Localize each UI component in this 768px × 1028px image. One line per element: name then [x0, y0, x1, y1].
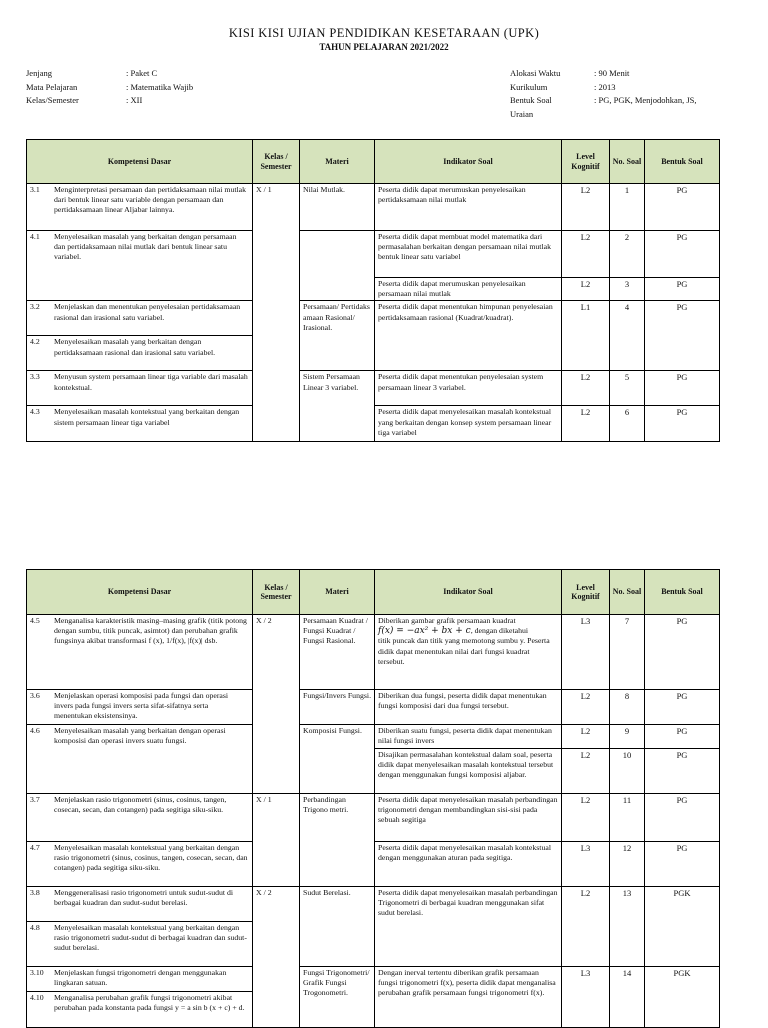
materi-cell: Sudut Berelasi.	[300, 887, 375, 967]
no-cell: 13	[610, 887, 645, 967]
info-value: : Paket C	[126, 68, 158, 78]
table-row	[27, 794, 720, 842]
level-cell: L2	[562, 690, 610, 725]
materi-cell: Komposisi Fungsi.	[300, 725, 375, 794]
header-level-kognitif: Level Kognitif	[562, 140, 610, 184]
no-cell: 3	[610, 278, 645, 301]
document-title: KISI KISI UJIAN PENDIDIKAN KESETARAAN (UPK)	[228, 26, 540, 40]
bentuk-cell: PG	[645, 406, 720, 442]
kd-cell: 4.10 Menganalisa perubahan grafik fungsi trigonometri akibat perubahan pada konstanta pada fungsi y = a sin b (x + c) + d.	[27, 992, 253, 1028]
kisi-table-2	[26, 569, 720, 1028]
info-value: : 90 Menit	[594, 68, 630, 78]
info-label: Mata Pelajaran	[26, 81, 78, 92]
header-kompetensi-dasar: Kompetensi Dasar	[27, 570, 253, 615]
kd-cell: 3.2 Menjelaskan dan menentukan penyelesaian pertidaksamaan rasional dan irasional satu variabel.	[27, 301, 253, 336]
table-row	[27, 967, 720, 992]
info-value: : Matematika Wajib	[126, 81, 194, 92]
indikator-cell: Diberikan dua fungsi, peserta didik dapat menentukan fungsi komposisi dari dua fungsi tersebut.	[375, 690, 562, 725]
table-row	[27, 887, 720, 922]
level-cell: L2	[562, 725, 610, 749]
materi-cell	[300, 231, 375, 301]
table-row	[27, 690, 720, 725]
info-label: Kelas/Semester	[26, 95, 79, 105]
kd-cell: 3.7 Menjelaskan rasio trigonometri (sinus, cosinus, tangen, cosecan, secan, dan cotangen) pada segitiga siku-siku.	[27, 794, 253, 842]
header-indikator-soal: Indikator Soal	[375, 570, 562, 615]
bentuk-cell: PGK	[645, 887, 720, 967]
bentuk-cell: PG	[645, 615, 720, 690]
bentuk-cell: PG	[645, 749, 720, 794]
bentuk-cell: PG	[645, 184, 720, 231]
kelas-cell: X / 2	[253, 887, 300, 1028]
no-cell: 14	[610, 967, 645, 1028]
level-cell: L2	[562, 278, 610, 301]
bentuk-cell: PGK	[645, 967, 720, 1028]
kisi-table-1	[26, 139, 720, 442]
quadratic-formula: f(x) = −ax² + bx + c	[378, 626, 471, 637]
info-value: : XII	[126, 95, 143, 105]
level-cell: L3	[562, 615, 610, 690]
kelas-cell: X / 1	[253, 184, 300, 442]
header-bentuk-soal: Bentuk Soal	[645, 140, 720, 184]
materi-cell: Perbandingan Trigono metri.	[300, 794, 375, 887]
info-label: Alokasi Waktu	[510, 68, 561, 78]
header-kelas-semester: Kelas / Semester	[253, 140, 300, 184]
table-row	[27, 725, 720, 749]
kd-cell: 3.10 Menjelaskan fungsi trigonometri dengan menggunakan lingkaran satuan.	[27, 967, 253, 992]
level-cell: L2	[562, 371, 610, 406]
indikator-cell: Peserta didik dapat menyelesaikan masalah kontekstual yang berkaitan dengan konsep system persamaan linear tiga variabel	[375, 406, 562, 442]
indikator-cell: Peserta didik dapat menyelesaikan masalah perbandingan Trigonometri di berbagai kuadran menggunakan sifat sudut berelasi.	[375, 887, 562, 967]
indikator-cell: Peserta didik dapat menyelesaikan masalah perbandingan trigonometri dengan membandingkan sisi-sisi pada sebuah segitiga	[375, 794, 562, 842]
indikator-cell: Peserta didik dapat merumuskan penyelesaikan pertidaksamaan nilai mutlak	[375, 184, 562, 231]
info-label: Uraian	[510, 108, 534, 119]
materi-cell: Persamaan/ Pertidaks amaan Rasional/ Irasional.	[300, 301, 375, 371]
no-cell: 11	[610, 794, 645, 842]
kelas-cell: X / 1	[253, 794, 300, 887]
kelas-cell: X / 2	[253, 615, 300, 794]
materi-cell: Persamaan Kuadrat / Fungsi Kuadrat / Fungsi Rasional.	[300, 615, 375, 690]
no-cell: 12	[610, 842, 645, 887]
indikator-cell: Diberikan gambar grafik persamaan kuadrat f(x) = −ax² + bx + c, dengan diketahui titik puncak dan titik yang memotong sumbu y. Peserta didik dapat menentukan nilai dari fungsi kuadrat tersebut.	[375, 615, 562, 690]
indikator-cell: Peserta didik dapat membuat model matematika dari permasalahan berkaitan dengan persamaan nilai mutlak bentuk linear satu variabel	[375, 231, 562, 278]
no-cell: 10	[610, 749, 645, 794]
level-cell: L2	[562, 887, 610, 967]
table-row	[27, 231, 720, 278]
level-cell: L2	[562, 184, 610, 231]
header-level-kognitif: Level Kognitif	[562, 570, 610, 615]
no-cell: 7	[610, 615, 645, 690]
kd-cell: 3.1 Menginterpretasi persamaan dan pertidaksamaan nilai mutlak dari bentuk linear satu variable dengan persamaan dan pertidaksamaan linear Aljabar lainnya.	[27, 184, 253, 231]
table-row	[27, 371, 720, 406]
materi-cell: Nilai Mutlak.	[300, 184, 375, 231]
indikator-cell: Peserta didik dapat menyelesaikan masalah kontekstual dengan menggunakan aturan pada segitiga.	[375, 842, 562, 887]
level-cell: L3	[562, 967, 610, 1028]
info-value: : 2013	[594, 81, 616, 92]
kd-cell: 4.8 Menyelesaikan masalah kontekstual yang berkaitan dengan rasio trigonometri sudut-sudut di berbagai kuadran dan sudut-sudut berelasi.	[27, 922, 253, 967]
header-no-soal: No. Soal	[610, 570, 645, 615]
no-cell: 4	[610, 301, 645, 371]
indikator-cell: Peserta didik dapat menentukan penyelesaian system persamaan linear 3 variabel.	[375, 371, 562, 406]
indikator-cell: Dengan inerval tertentu diberikan grafik persamaan fungsi trigonometri f(x), peserta didik dapat menganalisa perubahan grafik persamaan fungsi trigonometri f(x).	[375, 967, 562, 1028]
indikator-cell: Peserta didik dapat merumuskan penyelesaikan persamaan nilai mutlak	[375, 278, 562, 301]
indikator-cell: Peserta didik dapat menentukan himpunan penyelesaian pertidaksamaan rasional (Kuadrat/kuadrat).	[375, 301, 562, 371]
header-materi: Materi	[300, 570, 375, 615]
level-cell: L3	[562, 842, 610, 887]
kd-cell: 3.6 Menjelaskan operasi komposisi pada fungsi dan operasi invers pada fungsi invers serta sifat-sifatnya serta menentukan eksistensinya.	[27, 690, 253, 725]
indikator-cell: Disajikan permasalahan kontekstual dalam soal, peserta didik dapat menyelesaikan masalah kontekstual tersebut dengan menggunakan fungsi komposisi aljabar.	[375, 749, 562, 794]
info-right	[510, 67, 730, 121]
info-label: Bentuk Soal	[510, 95, 552, 105]
header-materi: Materi	[300, 140, 375, 184]
level-cell: L2	[562, 231, 610, 278]
info-label: Jenjang	[26, 68, 52, 78]
materi-cell: Sistem Persamaan Linear 3 variabel.	[300, 371, 375, 442]
no-cell: 8	[610, 690, 645, 725]
kd-cell: 4.7 Menyelesaikan masalah kontekstual yang berkaitan dengan rasio trigonometri (sinus, cosinus, tangen, cosecan, secan, dan cotangen) pada segitiga siku-siku.	[27, 842, 253, 887]
level-cell: L2	[562, 749, 610, 794]
kd-cell: 4.6 Menyelesaikan masalah yang berkaitan dengan operasi komposisi dan operasi invers suatu fungsi.	[27, 725, 253, 794]
level-cell: L2	[562, 406, 610, 442]
table-row	[27, 301, 720, 336]
materi-cell: Fungsi Trigonometri/ Grafik Fungsi Trogonometri.	[300, 967, 375, 1028]
info-label: Kurikulum	[510, 81, 548, 92]
bentuk-cell: PG	[645, 842, 720, 887]
header-kompetensi-dasar: Kompetensi Dasar	[27, 140, 253, 184]
header-bentuk-soal: Bentuk Soal	[645, 570, 720, 615]
table-header-row	[27, 140, 720, 184]
header-no-soal: No. Soal	[610, 140, 645, 184]
info-left	[26, 67, 193, 108]
kd-cell: 4.3 Menyelesaikan masalah kontekstual yang berkaitan dengan sistem persamaan linear tiga variabel	[27, 406, 253, 442]
no-cell: 6	[610, 406, 645, 442]
kd-cell: 4.2 Menyelesaikan masalah yang berkaitan dengan pertidaksamaan rasional dan irasional satu variabel.	[27, 336, 253, 371]
bentuk-cell: PG	[645, 231, 720, 278]
bentuk-cell: PG	[645, 690, 720, 725]
kd-cell: 4.1 Menyelesaikan masalah yang berkaitan dengan persamaan dan pertidaksamaan nilai mutlak dari bentuk linear satu variabel.	[27, 231, 253, 301]
info-value: : PG, PGK, Menjodohkan, JS,	[594, 95, 697, 105]
indikator-cell: Diberikan suatu fungsi, peserta didik dapat menentukan nilai fungsi invers	[375, 725, 562, 749]
level-cell: L1	[562, 301, 610, 371]
kd-cell: 4.5 Menganalisa karakteristik masing–masing grafik (titik potong dengan sumbu, titik puncak, asimtot) dan perubahan grafik fungsinya akibat transformasi f (x), 1/f(x), |f(x)| dsb.	[27, 615, 253, 690]
header-indikator-soal: Indikator Soal	[375, 140, 562, 184]
no-cell: 1	[610, 184, 645, 231]
bentuk-cell: PG	[645, 725, 720, 749]
level-cell: L2	[562, 794, 610, 842]
table-header-row	[27, 570, 720, 615]
kd-cell: 3.8 Menggeneralisasi rasio trigonometri untuk sudut-sudut di berbagai kuadran dan sudut-sudut berelasi.	[27, 887, 253, 922]
table-row	[27, 615, 720, 690]
bentuk-cell: PG	[645, 794, 720, 842]
no-cell: 9	[610, 725, 645, 749]
document-subtitle: TAHUN PELAJARAN 2021/2022	[319, 42, 449, 52]
materi-cell: Fungsi/Invers Fungsi.	[300, 690, 375, 725]
bentuk-cell: PG	[645, 278, 720, 301]
table-row	[27, 184, 720, 231]
no-cell: 5	[610, 371, 645, 406]
no-cell: 2	[610, 231, 645, 278]
bentuk-cell: PG	[645, 301, 720, 371]
kd-cell: 3.3 Menyusun system persamaan linear tiga variable dari masalah kontekstual.	[27, 371, 253, 406]
header-kelas-semester: Kelas / Semester	[253, 570, 300, 615]
bentuk-cell: PG	[645, 371, 720, 406]
